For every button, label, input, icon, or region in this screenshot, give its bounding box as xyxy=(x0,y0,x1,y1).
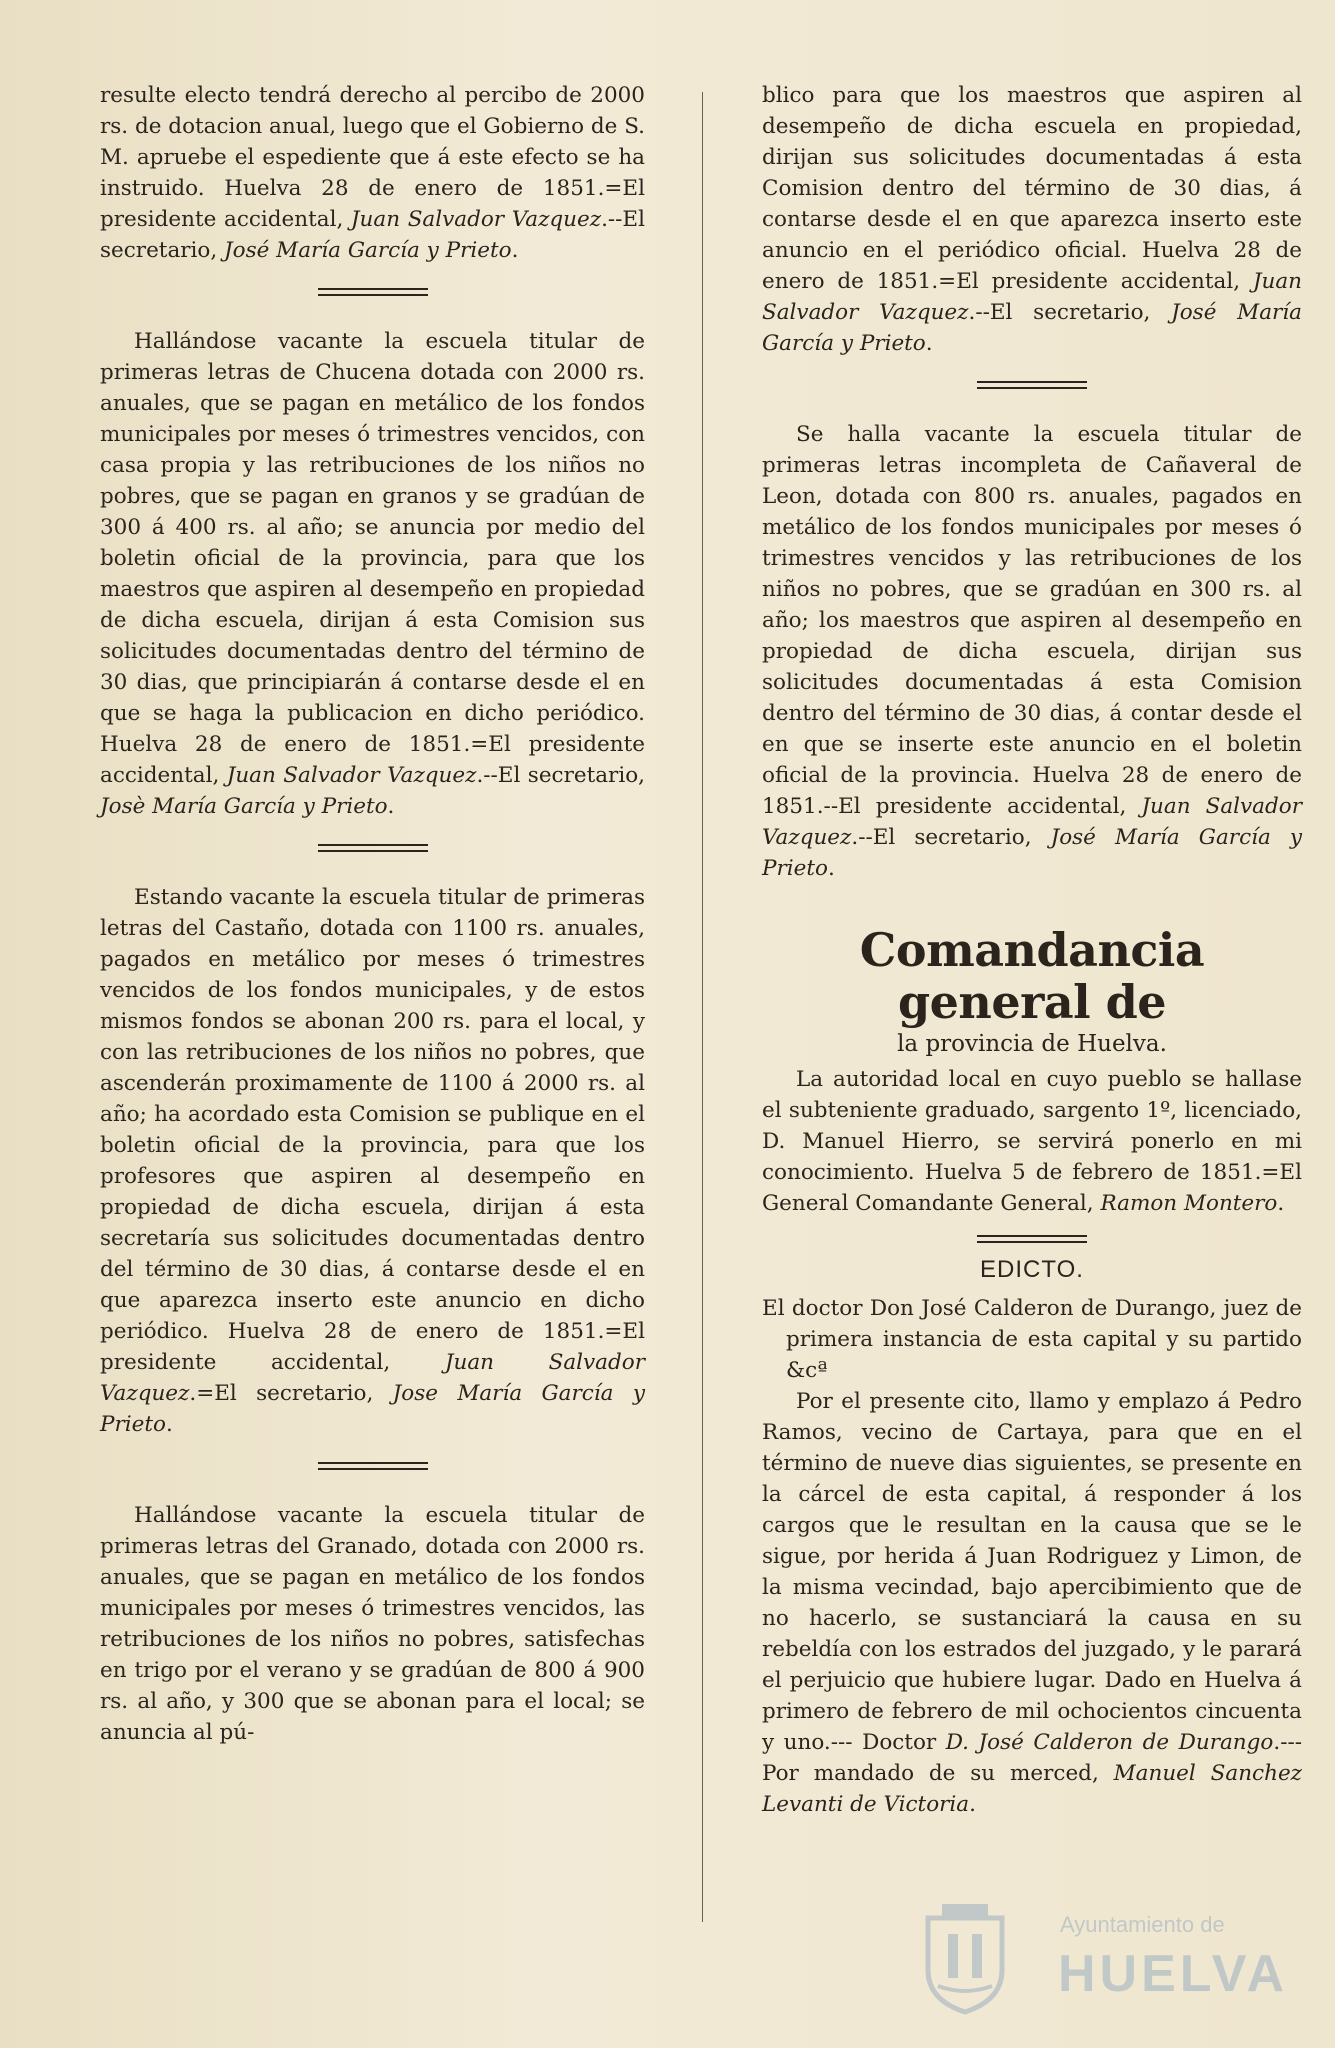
edicto-body: Por el presente cito, llamo y emplazo á Pedro Ramos, vecino de Cartaya, para que en el término de nueve dias siguientes, se presente en la cárcel de esta capital, á responder á los cargos que le resultan en la causa que se le sigue, por herida á Juan Rodriguez y Limon, de la misma vecindad, bajo apercibimiento que de no hacerlo, se sustanciará la causa en su rebeldía con los estrados del juzgado, y le parará el perjuicio que hubiere lugar. Dado en Huelva á primero de febrero de mil ochocientos cincuenta y uno.--- Doctor D. José Calderon de Durango.---Por mandado de su merced, Manuel Sanchez Levanti de Victoria. xyxy=(762,1389,1302,1817)
separator-rule xyxy=(318,1462,428,1470)
notice-comandancia: La autoridad local en cuyo pueblo se hallase el subteniente graduado, sargento 1º, licenciado, D. Manuel Hierro, se servirá ponerlo en mi conocimiento. Huelva 5 de febrero de 1851.=El General Comandante General, Ramon Montero. xyxy=(762,1067,1302,1216)
separator-rule xyxy=(318,844,428,852)
edicto-title: EDICTO. xyxy=(980,1256,1084,1283)
notice-castano: Estando vacante la escuela titular de primeras letras del Castaño, dotada con 1100 rs. anuales, pagados en metálico por meses ó trimestres vencidos de los fondos municipales, y de estos mismos fondos se abonan 200 rs. para el local, y con las retribuciones de los niños no pobres, que ascenderán proximamente de 1100 á 2000 rs. al año; ha acordado esta Comision se publique en el boletin oficial de la provincia, para que los profesores que aspiren al desempeño en propiedad de dicha escuela, dirijan á esta secretaría sus solicitudes documentadas dentro del término de 30 dias, á contarse desde el en que aparezca inserto este anuncio en dicho periódico. Huelva 28 de enero de 1851.=El presidente accidental, Juan Salvador Vazquez.=El secretario, Jose María García y Prieto. xyxy=(100,885,645,1437)
city-shield-icon xyxy=(920,1900,1010,2015)
separator-rule xyxy=(318,288,428,296)
watermark-line2: HUELVA xyxy=(1058,1945,1289,2003)
notice-granado-continuation: blico para que los maestros que aspiren al desempeño de dicha escuela en propiedad, dirijan sus solicitudes documentadas á esta Comision dentro del término de 30 dias, á contarse desde el en que aparezca inserto este anuncio en el periódico oficial. Huelva 28 de enero de 1851.=El presidente accidental, Juan Salvador Vazquez.--El secretario, José María García y Prieto. xyxy=(762,83,1302,356)
separator-rule xyxy=(977,1235,1087,1243)
edicto-intro: El doctor Don José Calderon de Durango, juez de primera instancia de esta capital y su partido &cª xyxy=(762,1296,1302,1383)
right-column xyxy=(762,80,1302,1820)
column-divider xyxy=(702,92,703,1922)
section-heading: Comandancia general de xyxy=(859,923,1205,1029)
notice-continuation: resulte electo tendrá derecho al percibo de 2000 rs. de dotacion anual, luego que el Gobierno de S. M. apruebe el espediente que á este efecto se ha instruido. Huelva 28 de enero de 1851.=El presidente accidental, Juan Salvador Vazquez.--El secretario, José María García y Prieto. xyxy=(100,83,645,263)
separator-rule xyxy=(977,381,1087,389)
section-subheading: la provincia de Huelva. xyxy=(897,1031,1167,1057)
notice-chucena: Hallándose vacante la escuela titular de primeras letras de Chucena dotada con 2000 rs. anuales, que se pagan en metálico de los fondos municipales por meses ó trimestres vencidos, con casa propia y las retribuciones de los niños no pobres, que se pagan en granos y se gradúan de 300 á 400 rs. al año; se anuncia por medio del boletin oficial de la provincia, para que los maestros que aspiren al desempeño en propiedad de dicha escuela, dirijan á esta Comision sus solicitudes documentadas dentro del término de 30 dias, que principiarán á contarse desde el en que se haga la publicacion en dicho periódico. Huelva 28 de enero de 1851.=El presidente accidental, Juan Salvador Vazquez.--El secretario, Josè María García y Prieto. xyxy=(100,329,645,819)
notice-granado: Hallándose vacante la escuela titular de primeras letras del Granado, dotada con 2000 rs. anuales, que se pagan en metálico de los fondos municipales por meses ó trimestres vencidos, las retribuciones de los niños no pobres, satisfechas en trigo por el verano y se gradúan de 800 á 900 rs. al año, y 300 que se abonan para el local; se anuncia al pú- xyxy=(100,1503,645,1745)
archive-watermark xyxy=(920,1900,1300,2020)
watermark-line1: Ayuntamiento de xyxy=(1060,1912,1225,1937)
notice-canaveral: Se halla vacante la escuela titular de primeras letras incompleta de Cañaveral de Leon, dotada con 800 rs. anuales, pagados en metálico de los fondos municipales por meses ó trimestres vencidos y las retribuciones de los niños no pobres, que se gradúan en 300 rs. al año; los maestros que aspiren al desempeño en propiedad de dicha escuela, dirijan sus solicitudes documentadas á esta Comision dentro del término de 30 dias, á contar desde el en que se inserte este anuncio en el boletin oficial de la provincia. Huelva 28 de enero de 1851.--El presidente accidental, Juan Salvador Vazquez.--El secretario, José María García y Prieto. xyxy=(762,422,1302,881)
left-column xyxy=(100,80,645,1748)
